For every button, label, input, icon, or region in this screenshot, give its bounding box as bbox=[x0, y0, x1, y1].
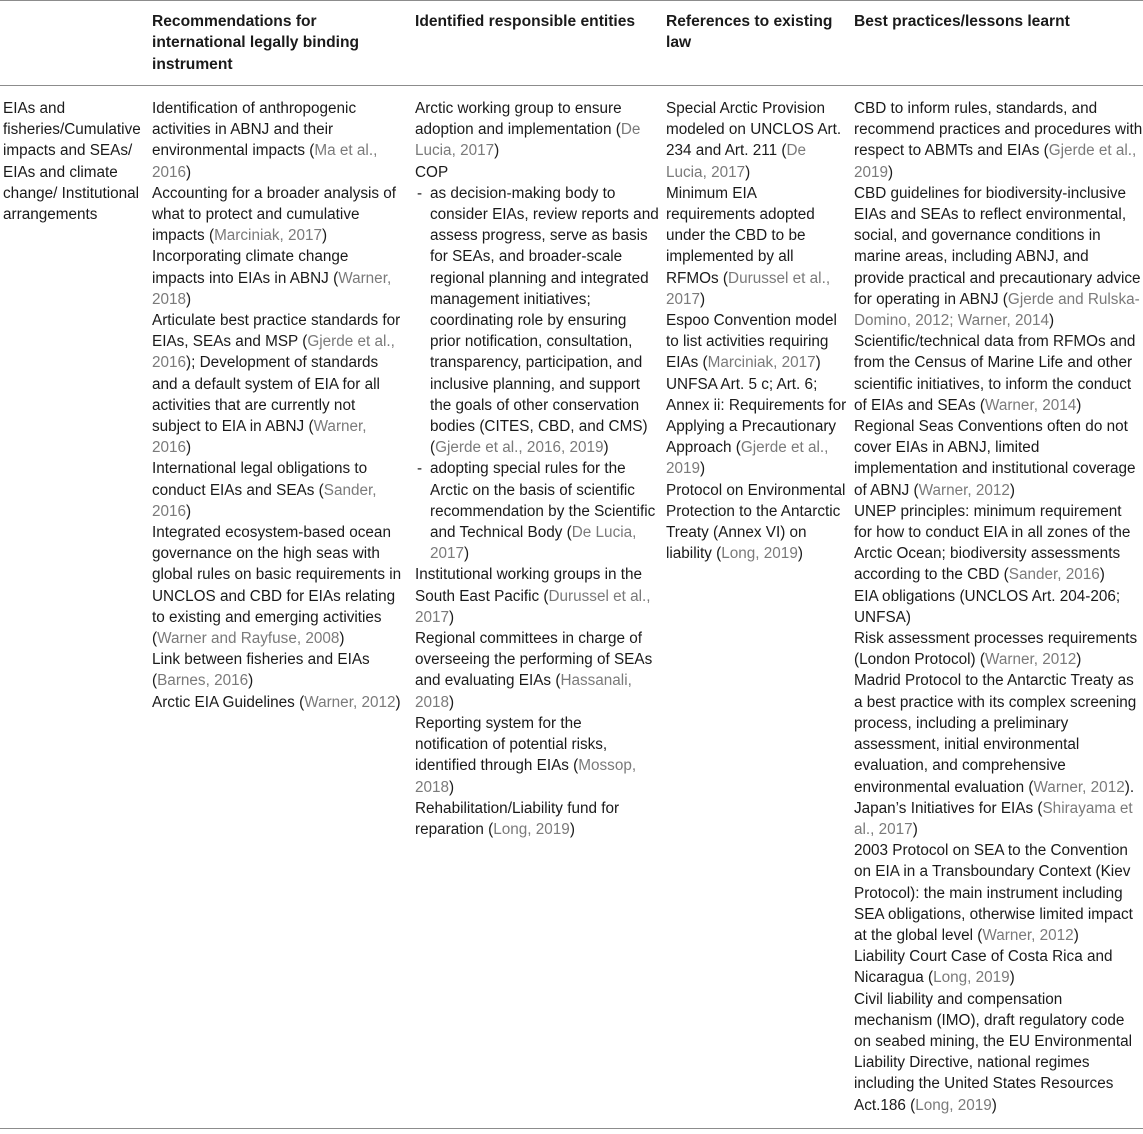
citation-link[interactable]: Gjerde and Rulska-Domino, 2012; Warner, 2014 bbox=[854, 290, 1140, 330]
entry-text: adopting special rules for the Arctic on the basis of scientific recommendation by the Scientific and Technical Body bbox=[430, 460, 656, 542]
citation-link[interactable]: Long, 2019 bbox=[915, 1096, 992, 1114]
citation-link[interactable]: De Lucia, 2017 bbox=[666, 142, 807, 181]
law-entry: Espoo Convention model to list activities requiring EIAs (Marciniak, 2017) bbox=[666, 312, 837, 372]
entry-text: 2003 Protocol on SEA to the Convention on EIA in a Transboundary Context (Kiev Protocol): the main instrument including SEA obligations, otherwise limited impact at the global level bbox=[854, 842, 1133, 944]
table-top-rule bbox=[0, 0, 1143, 1]
practice-entry: Risk assessment processes requirements (London Protocol) (Warner, 2012) bbox=[854, 630, 1138, 669]
citation-link[interactable]: Long, 2019 bbox=[493, 820, 570, 838]
best-practices-cell bbox=[854, 98, 1143, 1116]
row-category: EIAs and fisheries/Cumulative impacts and SEAs/ EIAs and climate change/ Institutional arrangements bbox=[3, 100, 141, 224]
entry-text: Accounting for a broader analysis of what to protect and cumulative impacts bbox=[152, 184, 397, 245]
entry-text: Rehabilitation/Liability fund for reparation bbox=[415, 799, 620, 838]
entry-text: Regional Seas Conventions often do not cover EIAs in ABNJ, limited implementation and institutional coverage of ABNJ bbox=[854, 418, 1136, 499]
entry-text: Espoo Convention model to list activities requiring EIAs bbox=[666, 312, 837, 372]
entry-text: UNFSA Art. 5 c; Art. 6; Annex ii: Requirements for Applying a Precautionary Approach bbox=[666, 375, 847, 457]
entry-text: Liability Court Case of Costa Rica and Nicaragua bbox=[854, 948, 1113, 987]
citation-link[interactable]: Sander, 2016 bbox=[152, 481, 377, 520]
citation-link[interactable]: Long, 2019 bbox=[721, 545, 798, 563]
recommendation-entry: Articulate best practice standards for EIAs, SEAs and MSP (Gjerde et al., 2016); Development of standards and a default system of EIA for all activities that are currently not subject to EIA in ABNJ (Warner, 2016) bbox=[152, 312, 401, 457]
entry-text: Risk assessment processes requirements (London Protocol) bbox=[854, 630, 1138, 669]
recommendation-entry: Identification of anthropogenic activities in ABNJ and their environmental impacts (Ma et al., 2016) bbox=[152, 100, 378, 181]
citation-link[interactable]: Gjerde et al., 2016 bbox=[152, 333, 395, 372]
citation-link[interactable]: Warner, 2012 bbox=[984, 651, 1077, 669]
citation-link[interactable]: Warner, 2014 bbox=[984, 396, 1077, 414]
header-bottom-rule bbox=[0, 85, 1143, 86]
citation-link[interactable]: Ma et al., 2016 bbox=[152, 142, 378, 181]
citation-link[interactable]: Barnes, 2016 bbox=[157, 672, 249, 690]
citation-link[interactable]: Mossop, 2018 bbox=[415, 757, 637, 796]
citation-link[interactable]: Marciniak, 2017 bbox=[707, 354, 816, 372]
entry-text: . bbox=[1129, 778, 1135, 796]
recommendation-entry: International legal obligations to conduct EIAs and SEAs (Sander, 2016) bbox=[152, 460, 377, 520]
entry-text: Special Arctic Provision modeled on UNCLOS Art. 234 and Art. 211 bbox=[666, 100, 842, 160]
entry-text: EIA obligations (UNCLOS Art. 204-206; UNFSA) bbox=[854, 587, 1121, 626]
entry-text: ; Development of standards and a default system of EIA for all activities that are currently not subject to EIA in ABNJ bbox=[152, 354, 380, 436]
entry-text: Arctic working group to ensure adoption and implementation bbox=[415, 100, 622, 139]
citation-link[interactable]: Shirayama et al., 2017 bbox=[854, 799, 1133, 838]
entry-text: Incorporating climate change impacts into EIAs in ABNJ bbox=[152, 248, 349, 287]
practice-entry: Japan’s Initiatives for EIAs (Shirayama et al., 2017) bbox=[854, 799, 1133, 838]
citation-link[interactable]: Gjerde et al., 2019 bbox=[666, 439, 829, 478]
practice-entry: Liability Court Case of Costa Rica and Nicaragua (Long, 2019) bbox=[854, 948, 1113, 987]
citation-link[interactable]: Warner, 2012 bbox=[304, 693, 396, 711]
practice-entry: UNEP principles: minimum requirement for how to conduct EIA in all zones of the Arctic Ocean; biodiversity assessments according to the CBD (Sander, 2016) bbox=[854, 502, 1131, 584]
practice-entry: Scientific/technical data from RFMOs and from the Census of Marine Life and other scientific initiatives, to inform the conduct of EIAs and SEAs (Warner, 2014) bbox=[854, 333, 1136, 414]
header-recommendations: Recommendations for international legally binding instrument bbox=[152, 13, 360, 73]
header-existing-law: References to existing law bbox=[666, 13, 833, 52]
entry-text: CBD to inform rules, standards, and recommend practices and procedures with respect to ABMTs and EIAs bbox=[854, 100, 1143, 160]
header-responsible-entities: Identified responsible entities bbox=[415, 13, 636, 30]
entry-text: Arctic EIA Guidelines bbox=[152, 693, 295, 711]
citation-link[interactable]: Durussel et al., 2017 bbox=[415, 587, 651, 626]
cop-bullet-item: - as decision-making body to consider EIAs, review reports and assess progress, serve as basis for SEAs, and broader-scale regional planning and integrated management initiatives; coordinating role by ensuring prior notification, consultation, transparency, participation, and inclusive planning, and support the goals of other conservation bodies (CITES, CBD, and CMS) (Gjerde et al., 2016, 2019) bbox=[415, 183, 659, 459]
citation-link[interactable]: Warner, 2012 bbox=[982, 926, 1074, 944]
entry-text: Identification of anthropogenic activities in ABNJ and their environmental impacts bbox=[152, 100, 357, 160]
entry-text: Articulate best practice standards for EIAs, SEAs and MSP bbox=[152, 312, 401, 351]
law-entry: Protocol on Environmental Protection to the Antarctic Treaty (Annex VI) on liability (Long, 2019) bbox=[666, 481, 846, 563]
practice-entry: 2003 Protocol on SEA to the Convention on EIA in a Transboundary Context (Kiev Protocol): the main instrument including SEA obligations, otherwise limited impact at the global level (Warner, 2012) bbox=[854, 842, 1133, 944]
citation-link[interactable]: Sander, 2016 bbox=[1008, 566, 1100, 584]
recommendation-entry: Link between fisheries and EIAs (Barnes, 2016) bbox=[152, 651, 370, 690]
entity-entry: Institutional working groups in the South East Pacific (Durussel et al., 2017) bbox=[415, 566, 651, 626]
entry-text: Madrid Protocol to the Antarctic Treaty as a best practice with its complex screening process, including a preliminary assessment, initial environmental evaluation, and comprehensive environmental evaluation bbox=[854, 672, 1137, 796]
citation-link[interactable]: Warner and Rayfuse, 2008 bbox=[157, 630, 340, 648]
citation-link[interactable]: Durussel et al., 2017 bbox=[666, 269, 831, 308]
entry-text: Protocol on Environmental Protection to the Antarctic Treaty (Annex VI) on liability bbox=[666, 481, 846, 563]
citation-link[interactable]: De Lucia, 2017 bbox=[415, 121, 641, 160]
entry-text: Institutional working groups in the South East Pacific bbox=[415, 566, 643, 605]
citation-link[interactable]: Long, 2019 bbox=[933, 969, 1010, 987]
entities-cell bbox=[415, 98, 659, 840]
header-best-practices: Best practices/lessons learnt bbox=[854, 13, 1070, 30]
practice-entry: Regional Seas Conventions often do not cover EIAs in ABNJ, limited implementation and institutional coverage of ABNJ (Warner, 2012) bbox=[854, 418, 1136, 499]
citation-link[interactable]: Marciniak, 2017 bbox=[214, 227, 323, 245]
entry-text: Regional committees in charge of overseeing the performing of SEAs and evaluating EIAs bbox=[415, 630, 653, 690]
recommendation-entry: Arctic EIA Guidelines (Warner, 2012) bbox=[152, 693, 401, 711]
entity-entry: Arctic working group to ensure adoption and implementation (De Lucia, 2017) bbox=[415, 100, 641, 160]
recommendation-entry: Integrated ecosystem-based ocean governance on the high seas with global rules on basic requirements in UNCLOS and CBD for EIAs relating to existing and emerging activities (Warner and Rayfuse, 2008) bbox=[152, 524, 402, 648]
cop-bullet-item: - adopting special rules for the Arctic on the basis of scientific recommendation by the Scientific and Technical Body (De Lucia, 2017) bbox=[415, 458, 659, 564]
entity-entry: Regional committees in charge of overseeing the performing of SEAs and evaluating EIAs (Hassanali, 2018) bbox=[415, 630, 653, 711]
citation-link[interactable]: Warner, 2012 bbox=[1033, 778, 1125, 796]
citation-link[interactable]: De Lucia, 2017 bbox=[430, 524, 637, 563]
recommendations-cell bbox=[152, 98, 404, 713]
entry-text: Reporting system for the notification of potential risks, identified through EIAs bbox=[415, 714, 608, 775]
citation-link[interactable]: Gjerde et al., 2016, 2019 bbox=[435, 439, 604, 457]
entry-text: Scientific/technical data from RFMOs and from the Census of Marine Life and other scientific initiatives, to inform the conduct of EIAs and SEAs bbox=[854, 333, 1136, 414]
entity-entry: Reporting system for the notification of potential risks, identified through EIAs (Mossop, 2018) bbox=[415, 714, 637, 796]
entity-entry: Rehabilitation/Liability fund for reparation (Long, 2019) bbox=[415, 799, 620, 838]
entry-text: CBD guidelines for biodiversity-inclusive EIAs and SEAs to reflect environmental, social, and governance conditions in marine areas, including ABNJ, and provide practical and precautionary advice for operating in ABNJ bbox=[854, 184, 1141, 308]
entry-text: Minimum EIA requirements adopted under the CBD to be implemented by all RFMOs bbox=[666, 184, 815, 287]
law-entry: Minimum EIA requirements adopted under the CBD to be implemented by all RFMOs (Durussel et al., 2017) bbox=[666, 184, 831, 308]
recommendation-entry: Accounting for a broader analysis of what to protect and cumulative impacts (Marciniak, 2017) bbox=[152, 184, 397, 245]
entry-text: Link between fisheries and EIAs bbox=[152, 651, 370, 669]
practice-entry: Civil liability and compensation mechanism (IMO), draft regulatory code on seabed mining, the EU Environmental Liability Directive, national regimes including the United States Resources Act.186 (Long, 2019) bbox=[854, 990, 1133, 1114]
practice-entry: CBD guidelines for biodiversity-inclusive EIAs and SEAs to reflect environmental, social, and governance conditions in marine areas, including ABNJ, and provide practical and precautionary advice for operating in ABNJ (Gjerde and Rulska-Domino, 2012; Warner, 2014) bbox=[854, 184, 1141, 330]
citation-link[interactable]: Warner, 2012 bbox=[918, 481, 1010, 499]
table-bottom-rule bbox=[0, 1128, 1143, 1129]
entry-text: International legal obligations to conduct EIAs and SEAs bbox=[152, 460, 368, 499]
entry-text: as decision-making body to consider EIAs, review reports and assess progress, serve as basis for SEAs, and broader-scale regional planning and integrated management initiatives; coordinating role by ensuring prior notification, consultation, transparency, participation, and inclusive planning, and support the goals of other conservation bodies (CITES, CBD, and CMS) bbox=[430, 184, 659, 436]
practice-entry bbox=[854, 586, 1143, 628]
entry-text: Japan’s Initiatives for EIAs bbox=[854, 799, 1034, 817]
citation-link[interactable]: Hassanali, 2018 bbox=[415, 672, 632, 711]
recommendation-entry: Incorporating climate change impacts into EIAs in ABNJ (Warner, 2018) bbox=[152, 248, 392, 308]
citation-link[interactable]: Warner, 2018 bbox=[152, 269, 392, 308]
law-entry: UNFSA Art. 5 c; Art. 6; Annex ii: Requirements for Applying a Precautionary Approach (Gjerde et al., 2019) bbox=[666, 375, 847, 478]
law-entry: Special Arctic Provision modeled on UNCLOS Art. 234 and Art. 211 (De Lucia, 2017) bbox=[666, 100, 842, 181]
entry-text: Civil liability and compensation mechanism (IMO), draft regulatory code on seabed mining, the EU Environmental Liability Directive, national regimes including the United States Resources Act.186 bbox=[854, 990, 1133, 1114]
entry-text: Integrated ecosystem-based ocean governance on the high seas with global rules on basic requirements in UNCLOS and CBD for EIAs relating to existing and emerging activities bbox=[152, 524, 402, 626]
entry-text: UNEP principles: minimum requirement for how to conduct EIA in all zones of the Arctic Ocean; biodiversity assessments according to the CBD bbox=[854, 502, 1131, 584]
citation-link[interactable]: Warner, 2016 bbox=[152, 418, 367, 457]
cop-label: COP bbox=[415, 163, 449, 181]
existing-law-cell bbox=[666, 98, 849, 564]
practice-entry: CBD to inform rules, standards, and recommend practices and procedures with respect to ABMTs and EIAs (Gjerde et al., 2019) bbox=[854, 100, 1143, 181]
practice-entry: Madrid Protocol to the Antarctic Treaty as a best practice with its complex screening process, including a preliminary assessment, initial environmental evaluation, and comprehensive environmental evaluation (Warner, 2012). bbox=[854, 672, 1137, 796]
citation-link[interactable]: Gjerde et al., 2019 bbox=[854, 142, 1137, 181]
